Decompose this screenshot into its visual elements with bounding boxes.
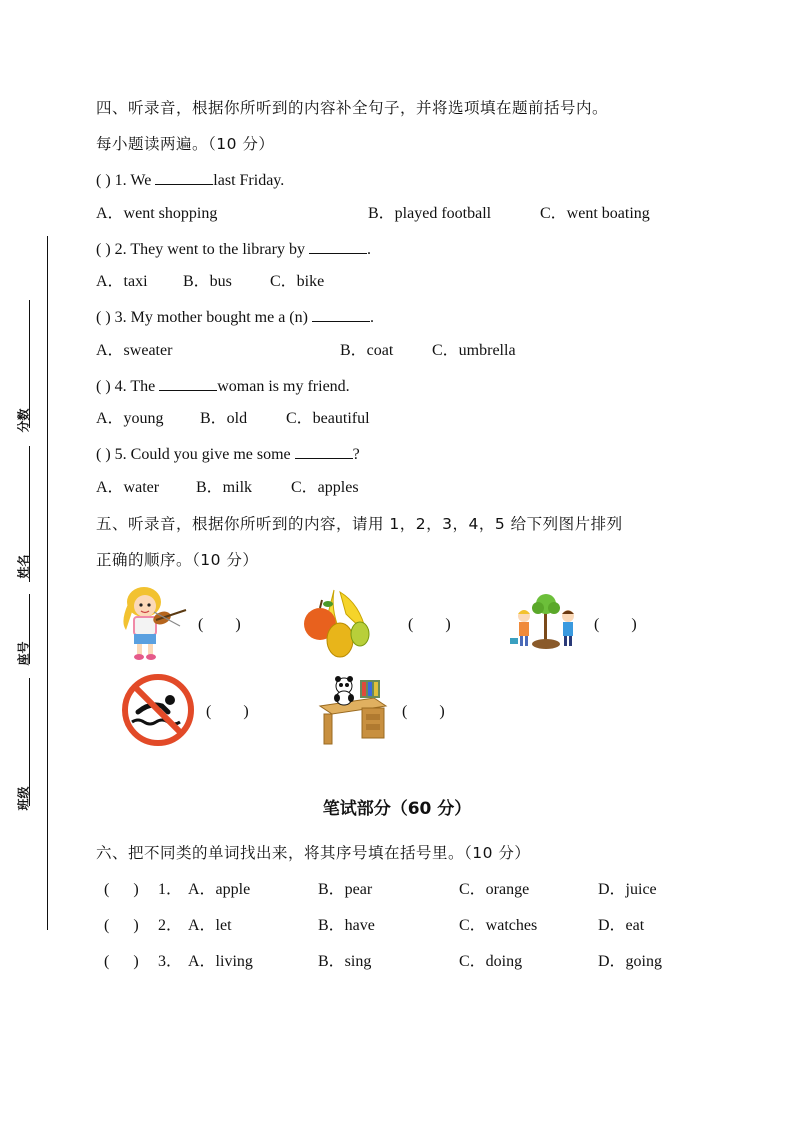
section4-title-line2: 每小题读两遍。（10 分） — [96, 135, 275, 153]
section5-title-line1: 五、听录音，根据你所听到的内容，请用 1，2，3，4，5 给下列图片排列 — [96, 515, 623, 533]
seat-label: 座号 — [16, 641, 31, 666]
answer-blank — [159, 376, 217, 391]
score-label: 分数 — [16, 408, 31, 433]
kids-planting-tree-picture — [508, 592, 584, 654]
option-a: A．went shopping — [96, 205, 218, 222]
option-a: A．sweater — [96, 342, 173, 359]
picture-1-paren[interactable]: ( ) — [198, 616, 241, 633]
row-3-num: 3． — [158, 953, 183, 970]
written-part-title: 笔试部分（60 分） — [322, 799, 472, 819]
section6-title: 六、把不同类的单词找出来，将其序号填在括号里。（10 分） — [96, 844, 531, 862]
answer-paren[interactable]: ( ) — [96, 309, 111, 326]
row-3-option-b: B．sing — [318, 953, 372, 970]
option-c: C．apples — [291, 479, 359, 496]
picture-3-paren[interactable]: ( ) — [594, 616, 637, 633]
section5-title-line2: 正确的顺序。（10 分） — [96, 551, 259, 569]
answer-blank — [295, 444, 353, 459]
option-c: C．umbrella — [432, 342, 516, 359]
question-5: ( ) 5. Could you give me some ? — [96, 446, 360, 463]
answer-blank — [312, 307, 370, 322]
option-b: B．coat — [340, 342, 394, 359]
row-3-option-d: D．going — [598, 953, 663, 970]
row-1-option-c: C．orange — [459, 881, 530, 898]
row-2-option-c: C．watches — [459, 917, 538, 934]
class-label: 班级 — [16, 786, 31, 811]
row-3-option-a: A．living — [188, 953, 253, 970]
row-1-option-d: D．juice — [598, 881, 657, 898]
answer-blank — [309, 239, 367, 254]
option-a: A．water — [96, 479, 160, 496]
row-2-option-a: A．let — [188, 917, 232, 934]
row-1-paren[interactable]: ( ) — [104, 881, 139, 898]
row-2-paren[interactable]: ( ) — [104, 917, 139, 934]
question-4: ( ) 4. The woman is my friend. — [96, 378, 350, 395]
picture-4-paren[interactable]: ( ) — [206, 703, 249, 720]
row-3-option-c: C．doing — [459, 953, 523, 970]
fruits-picture — [300, 584, 376, 662]
binding-margin-line — [47, 236, 48, 930]
answer-paren[interactable]: ( ) — [96, 172, 111, 189]
picture-5-paren[interactable]: ( ) — [402, 703, 445, 720]
answer-paren[interactable]: ( ) — [96, 241, 111, 258]
option-b: B．bus — [183, 273, 232, 290]
option-b: B．old — [200, 410, 248, 427]
answer-paren[interactable]: ( ) — [96, 378, 111, 395]
question-1: ( ) 1. We last Friday. — [96, 172, 285, 189]
question-3: ( ) 3. My mother bought me a (n) . — [96, 309, 374, 326]
question-2: ( ) 2. They went to the library by . — [96, 241, 371, 258]
option-a: A．young — [96, 410, 164, 427]
row-1-option-a: A．apple — [188, 881, 251, 898]
option-c: C．went boating — [540, 205, 650, 222]
option-c: C．bike — [270, 273, 325, 290]
row-2-option-b: B．have — [318, 917, 375, 934]
option-b: B．played football — [368, 205, 492, 222]
option-a: A．taxi — [96, 273, 148, 290]
picture-2-paren[interactable]: ( ) — [408, 616, 451, 633]
option-b: B．milk — [196, 479, 253, 496]
girl-violin-picture — [110, 582, 190, 662]
option-c: C．beautiful — [286, 410, 370, 427]
section4-title-line1: 四、听录音，根据你所听到的内容补全句子，并将选项填在题前括号内。 — [96, 99, 609, 117]
name-label: 姓名 — [16, 554, 31, 579]
answer-paren[interactable]: ( ) — [96, 446, 111, 463]
row-3-paren[interactable]: ( ) — [104, 953, 139, 970]
no-swimming-picture — [118, 672, 198, 748]
panda-desk-picture — [314, 672, 390, 748]
row-1-num: 1． — [158, 881, 183, 898]
row-1-option-b: B．pear — [318, 881, 373, 898]
answer-blank — [155, 170, 213, 185]
row-2-num: 2． — [158, 917, 183, 934]
row-2-option-d: D．eat — [598, 917, 645, 934]
